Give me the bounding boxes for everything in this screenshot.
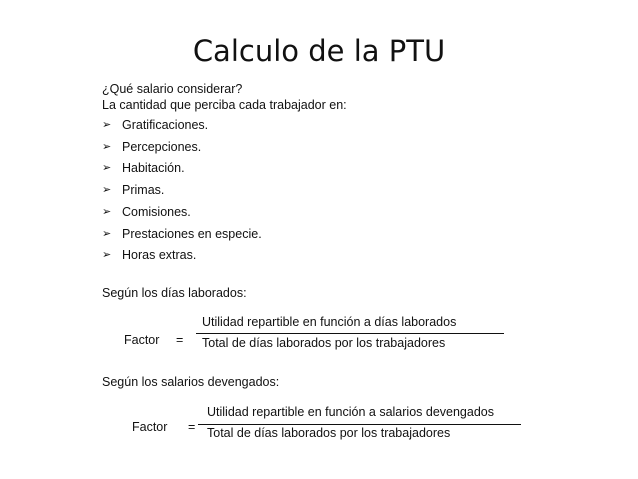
slide-title: Calculo de la PTU — [192, 34, 446, 68]
list-item-label: Gratificaciones. — [122, 118, 209, 132]
equals-sign: = — [176, 333, 184, 347]
arrowhead-bullet-icon: ➢ — [102, 184, 112, 197]
equals-sign: = — [188, 420, 196, 434]
list-item-label: Habitación. — [122, 161, 185, 176]
fraction-bar — [196, 333, 504, 334]
formula-numerator: Utilidad repartible en función a días laborados — [202, 315, 457, 329]
list-item — [102, 224, 542, 246]
list-item — [102, 202, 542, 224]
intro-block — [102, 81, 542, 267]
arrowhead-bullet-icon: ➢ — [102, 140, 112, 153]
formula-denominator: Total de días laborados por los trabajadores — [207, 426, 451, 440]
arrowhead-bullet-icon: ➢ — [102, 227, 112, 240]
list-item-label: Percepciones. — [122, 139, 202, 154]
list-item-label: Horas extras. — [122, 248, 197, 263]
list-item — [102, 158, 542, 180]
intro-lead: La cantidad que perciba cada trabajador en: — [102, 98, 347, 112]
arrowhead-bullet-icon: ➢ — [102, 205, 112, 218]
arrowhead-bullet-icon: ➢ — [102, 249, 112, 262]
list-item-label: Primas. — [122, 183, 165, 198]
salary-concepts-list — [102, 115, 542, 267]
arrowhead-bullet-icon: ➢ — [102, 119, 112, 131]
section-heading-salaries: Según los salarios devengados: — [102, 375, 280, 389]
list-item — [102, 180, 542, 202]
arrowhead-bullet-icon: ➢ — [102, 162, 112, 175]
formula-denominator: Total de días laborados por los trabajadores — [202, 336, 446, 350]
list-item — [102, 245, 542, 267]
section-heading-days: Según los días laborados: — [102, 286, 247, 300]
list-item — [102, 137, 542, 159]
fraction-bar — [198, 424, 521, 425]
factor-label: Factor — [124, 333, 160, 347]
list-item — [102, 115, 542, 137]
list-item-label: Prestaciones en especie. — [122, 226, 262, 241]
list-item-label: Comisiones. — [122, 204, 191, 219]
factor-label: Factor — [132, 420, 168, 434]
intro-question: ¿Qué salario considerar? — [102, 82, 243, 96]
formula-numerator: Utilidad repartible en función a salarios devengados — [207, 405, 494, 419]
